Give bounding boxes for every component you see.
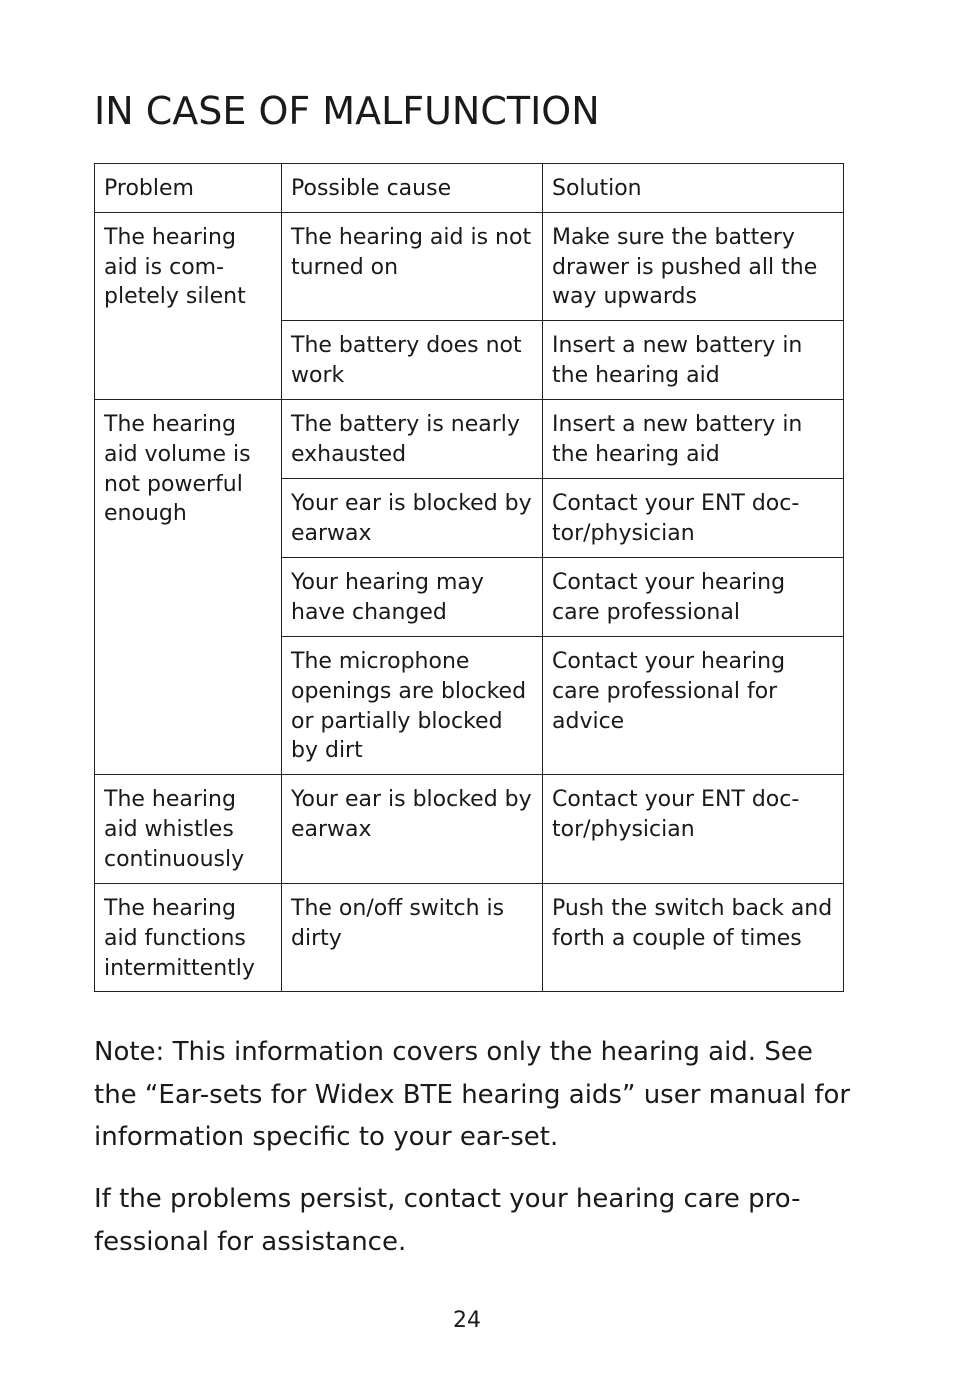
- problem-cell: The hearing aid is com-pletely silent: [95, 213, 282, 400]
- solution-cell: Contact your ENT doc-tor/physician: [543, 479, 844, 558]
- page-title: IN CASE OF MALFUNCTION: [94, 89, 600, 133]
- solution-cell: Contact your hearing care professional for advice: [543, 637, 844, 775]
- cause-cell: The battery is nearly exhausted: [282, 400, 543, 479]
- solution-cell: Insert a new battery in the hearing aid: [543, 400, 844, 479]
- solution-cell: Push the switch back and forth a couple of times: [543, 884, 844, 992]
- cause-cell: Your ear is blocked by earwax: [282, 775, 543, 884]
- problem-cell: The hearing aid volume is not powerful enough: [95, 400, 282, 775]
- malfunction-table: [94, 163, 844, 992]
- cause-cell: The microphone openings are blocked or partially blocked by dirt: [282, 637, 543, 775]
- problem-cell: The hearing aid whistles continuously: [95, 775, 282, 884]
- table-row: [95, 884, 844, 992]
- cause-cell: Your hearing may have changed: [282, 558, 543, 637]
- table-header-row: [95, 164, 844, 213]
- table-row: [95, 775, 844, 884]
- table-row: [95, 400, 844, 479]
- persist-paragraph: If the problems persist, contact your hearing care pro-fessional for assistance.: [94, 1184, 801, 1257]
- solution-cell: Insert a new battery in the hearing aid: [543, 321, 844, 400]
- solution-cell: Contact your ENT doc-tor/physician: [543, 775, 844, 884]
- header-problem: Problem: [95, 164, 282, 213]
- note-paragraph: [94, 1031, 854, 1159]
- solution-cell: Make sure the battery drawer is pushed all the way upwards: [543, 213, 844, 321]
- header-possible-cause: Possible cause: [282, 164, 543, 213]
- cause-cell: The hearing aid is not turned on: [282, 213, 543, 321]
- table-row: [95, 213, 844, 321]
- page-number: 24: [453, 1308, 481, 1333]
- problem-cell: The hearing aid functions intermittently: [95, 884, 282, 992]
- header-solution: Solution: [543, 164, 844, 213]
- cause-cell: The on/off switch is dirty: [282, 884, 543, 992]
- cause-cell: The battery does not work: [282, 321, 543, 400]
- cause-cell: Your ear is blocked by earwax: [282, 479, 543, 558]
- solution-cell: Contact your hearing care professional: [543, 558, 844, 637]
- note-label: Note:: [94, 1037, 165, 1067]
- note-text: This information covers only the hearing aid. See the “Ear-sets for Widex BTE hearing aids” user manual for information specific to your ear-set.: [94, 1037, 851, 1152]
